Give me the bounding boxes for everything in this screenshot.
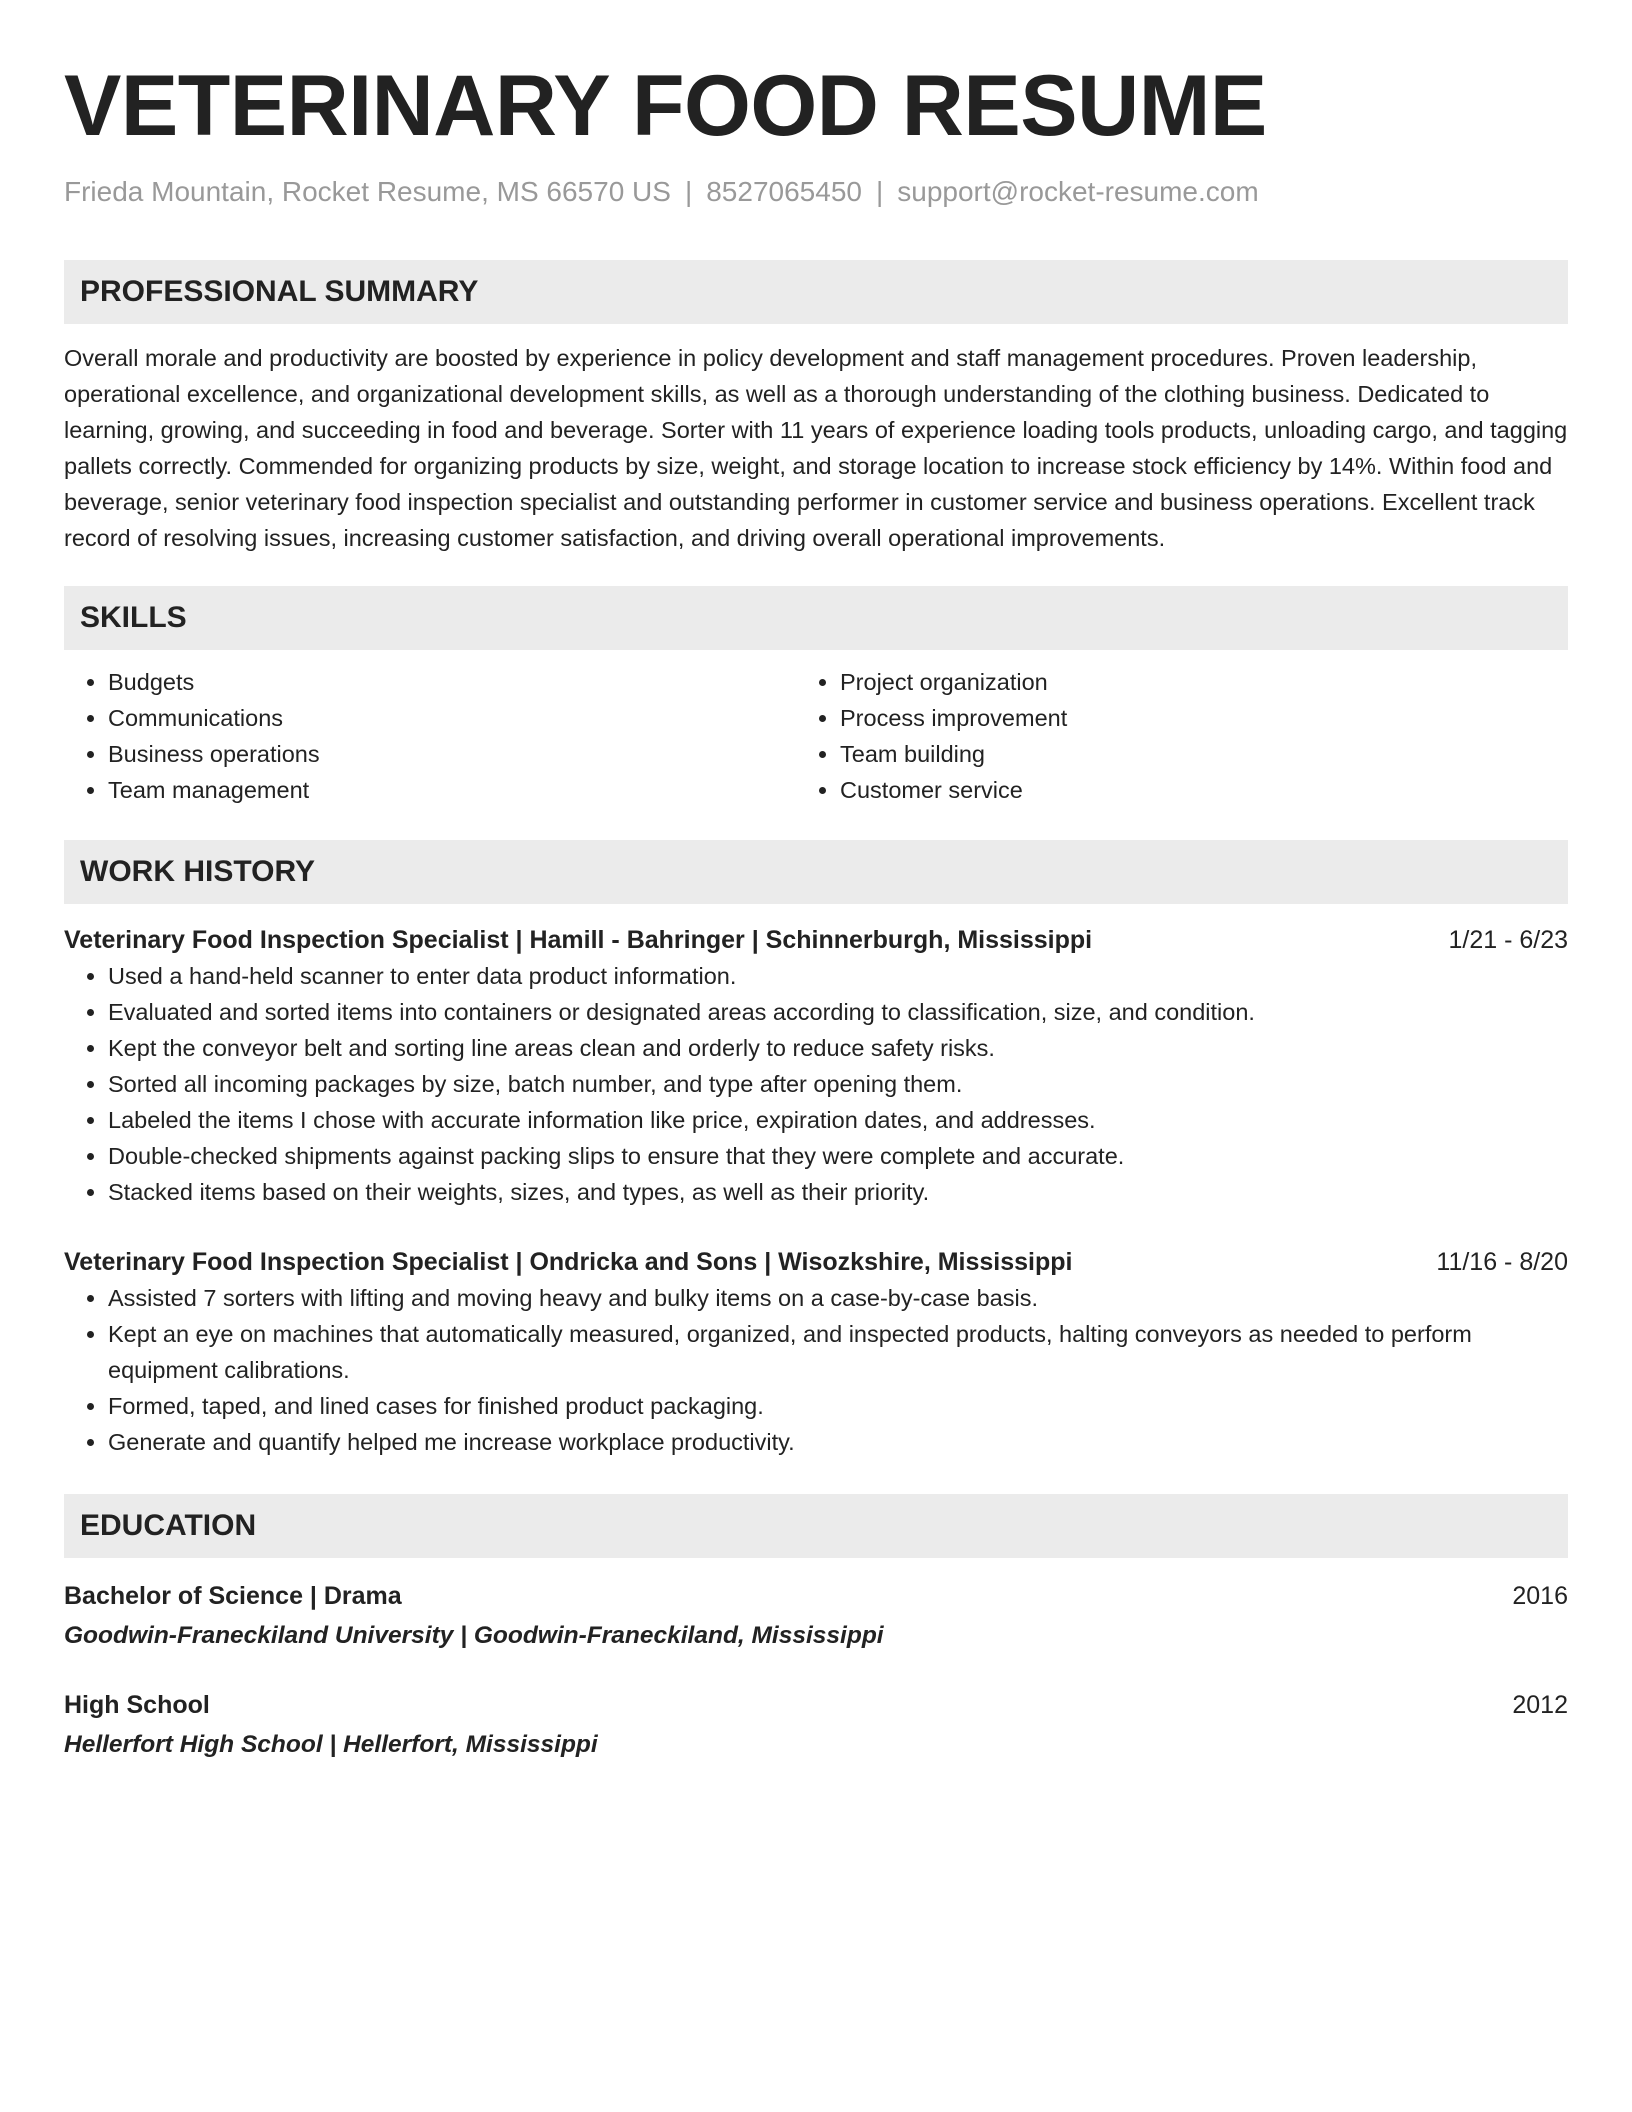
skill-item: • Communications [108,700,836,736]
education-entry [64,1687,1568,1763]
job-title: Veterinary Food Inspection Specialist | Ondricka and Sons | Wisozkshire, Mississippi [64,1248,1073,1276]
job-duty: • Kept the conveyor belt and sorting line areas clean and orderly to reduce safety risks. [108,1030,1568,1066]
job-duty: • Kept an eye on machines that automatically measured, organized, and inspected products, halting conveyors as needed to perform equipment calibrations. [108,1316,1568,1388]
contact-separator: | [684,176,693,207]
job-duty: • Evaluated and sorted items into containers or designated areas according to classification, size, and condition. [108,994,1568,1030]
contact-line [64,174,1568,210]
education-year: 2012 [1512,1691,1568,1719]
education-year: 2016 [1512,1582,1568,1610]
education-degree: Bachelor of Science | Drama [64,1582,402,1610]
job-entry [64,1244,1568,1460]
job-duty: • Formed, taped, and lined cases for finished product packaging. [108,1388,1568,1424]
skill-item: • Team building [840,736,1568,772]
education-heading: EDUCATION [64,1494,1568,1558]
skill-item: • Customer service [840,772,1568,808]
job-dates: 11/16 - 8/20 [1436,1248,1568,1276]
education-school: Hellerfort High School | Hellerfort, Mississippi [64,1731,598,1758]
contact-address: Frieda Mountain, Rocket Resume, MS 66570 US [64,176,671,207]
education-header [64,1687,1568,1723]
contact-phone: 8527065450 [706,176,862,207]
contact-separator: | [875,176,884,207]
job-duties [64,1280,1568,1460]
education-degree: High School [64,1691,210,1719]
job-duties [64,958,1568,1210]
job-duty: • Labeled the items I chose with accurate information like price, expiration dates, and addresses. [108,1102,1568,1138]
skills-heading: SKILLS [64,586,1568,650]
education-school: Goodwin-Franeckiland University | Goodwin-Franeckiland, Mississippi [64,1622,884,1649]
skill-item: • Team management [108,772,836,808]
job-duty: • Generate and quantify helped me increase workplace productivity. [108,1424,1568,1460]
skill-item: • Budgets [108,664,836,700]
skills-list [64,664,1568,808]
summary-text: Overall morale and productivity are boosted by experience in policy development and staff management procedures. Proven leadership, operational excellence, and organizational development skills, as well as a thorough understanding of the clothing business. Dedicated to learning, growing, and succeeding in food and beverage. Sorter with 11 years of experience loading tools products, unloading cargo, and tagging pallets correctly. Commended for organizing products by size, weight, and storage location to increase stock efficiency by 14%. Within food and beverage, senior veterinary food inspection specialist and outstanding performer in customer service and business operations. Excellent track record of resolving issues, increasing customer satisfaction, and driving overall operational improvements. [64,345,1568,551]
skills-column-left [64,664,836,808]
skill-item: • Project organization [840,664,1568,700]
resume-title: VETERINARY FOOD RESUME [64,58,1267,154]
job-entry [64,922,1568,1210]
job-duty: • Used a hand-held scanner to enter data product information. [108,958,1568,994]
education-header [64,1578,1568,1614]
job-header [64,922,1568,958]
job-dates: 1/21 - 6/23 [1448,926,1568,954]
job-duty: • Sorted all incoming packages by size, batch number, and type after opening them. [108,1066,1568,1102]
education-entry [64,1578,1568,1654]
job-duty: • Assisted 7 sorters with lifting and moving heavy and bulky items on a case-by-case basis. [108,1280,1568,1316]
contact-email: support@rocket-resume.com [897,176,1259,207]
skill-item: • Business operations [108,736,836,772]
skill-item: • Process improvement [840,700,1568,736]
work-history-heading: WORK HISTORY [64,840,1568,904]
job-title: Veterinary Food Inspection Specialist | Hamill - Bahringer | Schinnerburgh, Mississippi [64,926,1093,954]
summary-heading: PROFESSIONAL SUMMARY [64,260,1568,324]
job-duty: • Stacked items based on their weights, sizes, and types, as well as their priority. [108,1174,1568,1210]
job-duty: • Double-checked shipments against packing slips to ensure that they were complete and accurate. [108,1138,1568,1174]
skills-column-right [836,664,1568,808]
job-header [64,1244,1568,1280]
